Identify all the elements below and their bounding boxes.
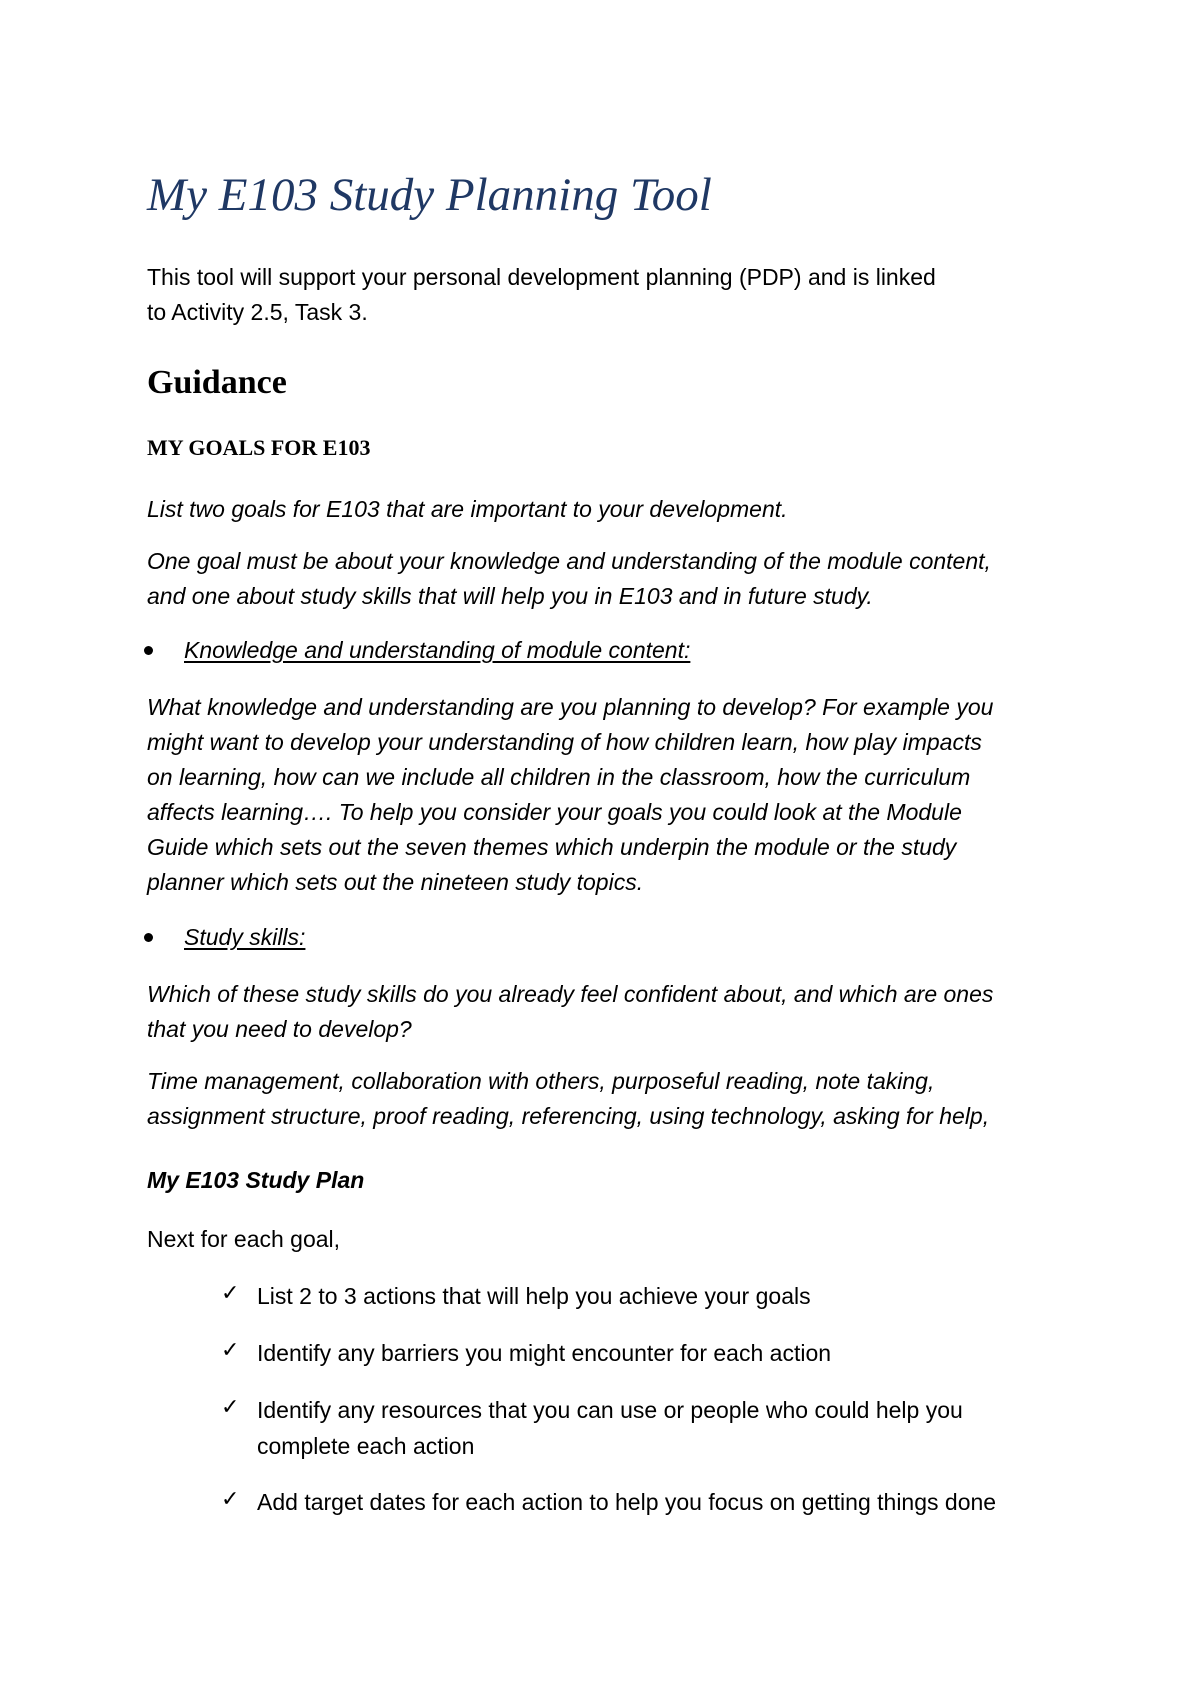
check-item-3-line-1: Identify any resources that you can use or people who could help you bbox=[257, 1397, 963, 1423]
knowledge-label: Knowledge and understanding of module content: bbox=[184, 637, 691, 663]
knowledge-text-line-1: What knowledge and understanding are you planning to develop? For example you bbox=[147, 694, 994, 720]
knowledge-text-line-2: might want to develop your understanding of how children learn, how play impacts bbox=[147, 729, 982, 755]
knowledge-text-line-3: on learning, how can we include all children in the classroom, how the curriculum bbox=[147, 764, 971, 790]
check-item-1: List 2 to 3 actions that will help you achieve your goals bbox=[257, 1283, 811, 1309]
plan-heading: My E103 Study Plan bbox=[147, 1167, 365, 1193]
skills-label: Study skills: bbox=[184, 924, 306, 950]
knowledge-text-line-6: planner which sets out the nineteen study topics. bbox=[147, 869, 644, 895]
goals-heading: MY GOALS FOR E103 bbox=[147, 435, 371, 460]
plan-lead: Next for each goal, bbox=[147, 1226, 341, 1252]
check-item-4: Add target dates for each action to help you focus on getting things done bbox=[257, 1489, 997, 1515]
goals-rule-line-2: and one about study skills that will help you in E103 and in future study. bbox=[147, 583, 873, 609]
checkmark-icon: ✓ bbox=[221, 1281, 240, 1306]
intro-line-1: This tool will support your personal development planning (PDP) and is linked bbox=[147, 264, 936, 290]
skills-question-line-2: that you need to develop? bbox=[147, 1016, 412, 1042]
skills-list-line-2: assignment structure, proof reading, referencing, using technology, asking for help, bbox=[147, 1103, 990, 1129]
check-item-3-line-2: complete each action bbox=[257, 1433, 475, 1459]
bullet-dot-icon bbox=[144, 646, 153, 655]
checkmark-icon: ✓ bbox=[221, 1338, 240, 1363]
skills-question-line-1: Which of these study skills do you already feel confident about, and which are ones bbox=[147, 981, 994, 1007]
bullet-dot-icon bbox=[144, 933, 153, 942]
check-item-2: Identify any barriers you might encounter for each action bbox=[257, 1340, 832, 1366]
intro-line-2: to Activity 2.5, Task 3. bbox=[147, 299, 368, 325]
checkmark-icon: ✓ bbox=[221, 1487, 240, 1512]
checkmark-icon: ✓ bbox=[221, 1395, 240, 1420]
knowledge-text-line-5: Guide which sets out the seven themes which underpin the module or the study bbox=[147, 834, 957, 860]
goals-instruction: List two goals for E103 that are important to your development. bbox=[147, 496, 788, 522]
knowledge-text-line-4: affects learning…. To help you consider your goals you could look at the Module bbox=[147, 799, 962, 825]
goals-rule-line-1: One goal must be about your knowledge and understanding of the module content, bbox=[147, 548, 991, 574]
guidance-heading: Guidance bbox=[147, 364, 287, 401]
skills-list-line-1: Time management, collaboration with others, purposeful reading, note taking, bbox=[147, 1068, 935, 1094]
page-title: My E103 Study Planning Tool bbox=[147, 169, 712, 221]
